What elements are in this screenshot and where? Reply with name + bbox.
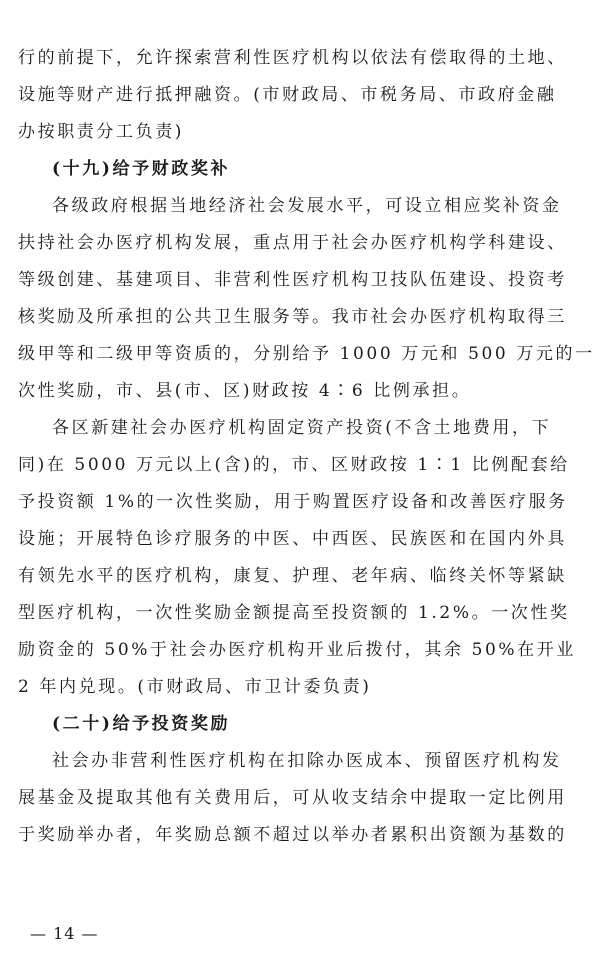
text-line: 级甲等和二级甲等资质的，分别给予 1000 万元和 500 万元的一: [18, 344, 595, 364]
text-line: 有领先水平的医疗机构，康复、护理、老年病、临终关怀等紧缺: [18, 566, 567, 586]
text-line: 等级创建、基建项目、非营利性医疗机构卫技队伍建设、投资考: [18, 270, 567, 290]
section-heading: (十九)给予财政奖补: [52, 159, 231, 179]
text-line: 行的前提下，允许探索营利性医疗机构以依法有偿取得的土地、: [18, 48, 567, 68]
text-line: 设施；开展特色诊疗服务的中医、中西医、民族医和在国内外具: [18, 529, 567, 549]
text-line: 社会办非营利性医疗机构在扣除办医成本、预留医疗机构发: [52, 751, 562, 771]
section-heading: (二十)给予投资奖励: [52, 714, 231, 734]
text-line: 展基金及提取其他有关费用后，可从收支结余中提取一定比例用: [18, 788, 567, 808]
text-line: 各区新建社会办医疗机构固定资产投资(不含土地费用，下: [52, 418, 552, 438]
text-line: 次性奖励，市、县(市、区)财政按 4∶6 比例承担。: [18, 381, 472, 401]
text-line: 扶持社会办医疗机构发展，重点用于社会办医疗机构学科建设、: [18, 233, 567, 253]
text-line: 励资金的 50%于社会办医疗机构开业后拨付，其余 50%在开业: [18, 640, 576, 660]
text-line: 核奖励及所承担的公共卫生服务等。我市社会办医疗机构取得三: [18, 307, 567, 327]
text-line: 型医疗机构，一次性奖励金额提高至投资额的 1.2%。一次性奖: [18, 603, 570, 623]
text-line: 各级政府根据当地经济社会发展水平，可设立相应奖补资金: [52, 196, 562, 216]
text-line: 同)在 5000 万元以上(含)的，市、区财政按 1∶1 比例配套给: [18, 455, 570, 475]
text-line: 予投资额 1%的一次性奖励，用于购置医疗设备和改善医疗服务: [18, 492, 568, 512]
page-number: — 14 —: [30, 924, 99, 943]
text-line: 设施等财产进行抵押融资。(市财政局、市税务局、市政府金融: [18, 85, 557, 105]
text-line: 于奖励举办者，年奖励总额不超过以举办者累积出资额为基数的: [18, 825, 567, 845]
text-line: 2 年内兑现。(市财政局、市卫计委负责): [18, 677, 372, 697]
text-line: 办按职责分工负责): [18, 122, 185, 142]
document-body: [18, 40, 601, 854]
